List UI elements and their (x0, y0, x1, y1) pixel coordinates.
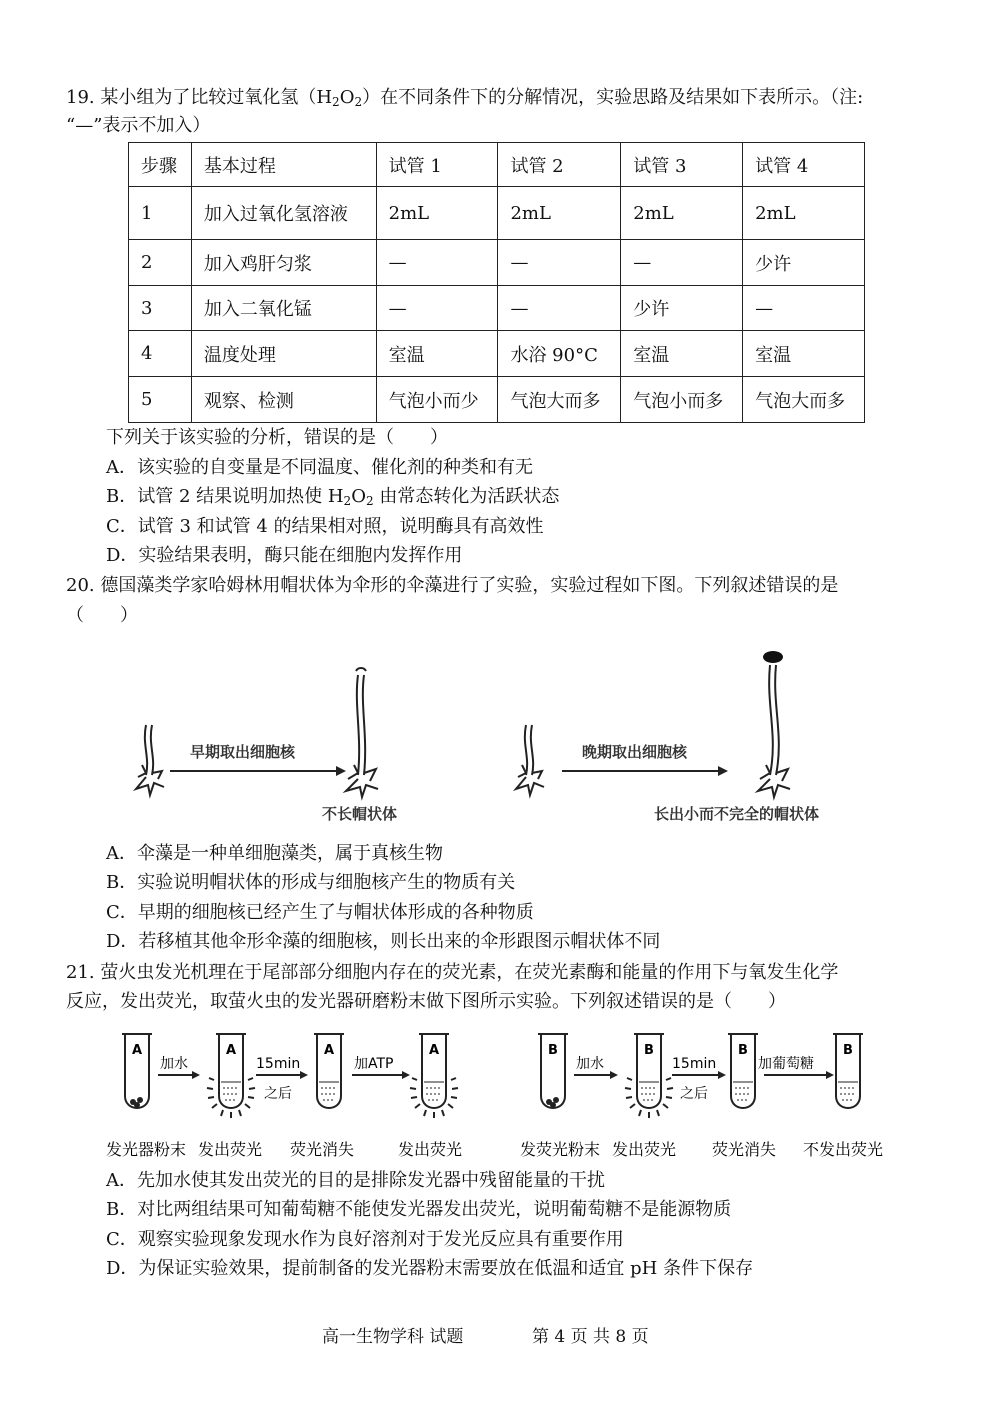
table-cell: 4 (129, 331, 192, 377)
firefly-figure (100, 1028, 900, 1163)
caption-b4: 不发出荧光 (803, 1140, 884, 1159)
experiment-table (128, 142, 865, 423)
table-row (129, 331, 865, 377)
caption-a1: 发光器粉末 (106, 1140, 187, 1159)
table-cell: 2mL (498, 187, 621, 240)
alga-stalk-short-left (136, 725, 164, 795)
tube-b-powder (538, 1034, 568, 1108)
alga-stalk-small-cap (758, 665, 790, 797)
footer-page-number: 第 4 页 共 8 页 (532, 1327, 649, 1347)
tube-a-faded (314, 1034, 344, 1108)
tube-a-glow (207, 1034, 255, 1118)
alga-stalk-no-cap (346, 668, 378, 797)
table-cell: 2mL (376, 187, 498, 240)
tube-b-faded (728, 1034, 758, 1108)
table-row (129, 286, 865, 331)
table-cell: 2mL (743, 187, 865, 240)
alga-stalk-short-right (516, 725, 544, 795)
table-cell: 气泡小而多 (621, 377, 743, 423)
tube-b-glow (625, 1034, 673, 1118)
table-header-cell: 试管 1 (376, 143, 498, 187)
svg-text:A: A (226, 1043, 237, 1058)
svg-text:B: B (843, 1043, 853, 1058)
caption-a3: 荧光消失 (290, 1140, 355, 1159)
table-cell: — (376, 286, 498, 331)
table-header-cell: 试管 2 (498, 143, 621, 187)
table-cell: 少许 (743, 240, 865, 286)
q21-option-d: D．为保证实验效果，提前制备的发光器粉末需要放在低温和适宜 pH 条件下保存 (106, 1258, 754, 1279)
arrow-label-after-a: 之后 (264, 1086, 292, 1102)
q21-option-b: B．对比两组结果可知葡萄糖不能使发光器发出荧光，说明葡萄糖不是能源物质 (106, 1199, 732, 1220)
q21-stem-line1: 21. 萤火虫发光机理在于尾部部分细胞内存在的荧光素，在荧光素酶和能量的作用下与氧发生化学 (66, 962, 839, 983)
table-cell: 气泡小而少 (376, 377, 498, 423)
caption-b3: 荧光消失 (712, 1140, 777, 1159)
table-cell: — (498, 286, 621, 331)
q19-stem-line2: “—”表示不加入） (66, 115, 211, 136)
table-cell: 加入二氧化锰 (191, 286, 376, 331)
tube-b-no-glow (833, 1034, 863, 1108)
table-cell: 室温 (743, 331, 865, 377)
caption-b2: 发出荧光 (612, 1140, 677, 1159)
q20-stem-line2: （ ） (66, 605, 138, 626)
table-cell: 加入过氧化氢溶液 (191, 187, 376, 240)
result-label-small-cap: 长出小而不完全的帽状体 (654, 805, 820, 823)
q20-stem-line1: 20. 德国藻类学家哈姆林用帽状体为伞形的伞藻进行了实验，实验过程如下图。下列叙述错误的是 (66, 575, 839, 596)
q19-option-c: C．试管 3 和试管 4 的结果相对照，说明酶具有高效性 (106, 516, 544, 537)
table-cell: 室温 (376, 331, 498, 377)
table-cell: 加入鸡肝匀浆 (191, 240, 376, 286)
tube-label-a: A (132, 1043, 143, 1058)
table-cell: — (743, 286, 865, 331)
result-label-no-cap: 不长帽状体 (322, 805, 398, 823)
q20-option-d: D．若移植其他伞形伞藻的细胞核，则长出来的伞形跟图示帽状体不同 (106, 931, 661, 952)
tube-a-glow-again (410, 1034, 458, 1118)
q20-option-b: B．实验说明帽状体的形成与细胞核产生的物质有关 (106, 872, 516, 893)
table-cell: 1 (129, 187, 192, 240)
arrow-label-time-b: 15min (672, 1056, 717, 1072)
tube-label-b: B (548, 1043, 558, 1058)
table-cell: 5 (129, 377, 192, 423)
arrow-late-removal (562, 766, 728, 776)
q21-stem-line2: 反应，发出荧光，取萤火虫的发光器研磨粉末做下图所示实验。下列叙述错误的是（ ） (66, 991, 786, 1012)
table-header-row (129, 143, 865, 187)
table-cell: 气泡大而多 (743, 377, 865, 423)
svg-text:B: B (738, 1043, 748, 1058)
tube-a-powder (122, 1034, 152, 1108)
table-header-cell: 步骤 (129, 143, 192, 187)
arrow-early-removal (170, 766, 346, 776)
small-cap-icon (763, 651, 783, 663)
q20-option-a: A．伞藻是一种单细胞藻类，属于真核生物 (106, 843, 443, 864)
svg-text:A: A (324, 1043, 335, 1058)
table-row (129, 240, 865, 286)
arrow-label-add-water-a: 加水 (160, 1056, 188, 1072)
table-cell: 少许 (621, 286, 743, 331)
table-cell: 水浴 90°C (498, 331, 621, 377)
arrow-label-time-a: 15min (256, 1056, 301, 1072)
q19-stem-line1: 19. 某小组为了比较过氧化氢$(H_2O_2)$在不同条件下的分解情况，实验思路及结果如下表所示。（注: (66, 87, 864, 109)
footer-subject: 高一生物学科 试题 (322, 1327, 464, 1347)
table-cell: 室温 (621, 331, 743, 377)
q20-option-c: C．早期的细胞核已经产生了与帽状体形成的各种物质 (106, 902, 534, 923)
acetabularia-figure (118, 645, 878, 835)
caption-b1: 发荧光粉末 (520, 1140, 601, 1159)
table-cell: — (621, 240, 743, 286)
table-row (129, 377, 865, 423)
table-cell: — (498, 240, 621, 286)
table-cell: 观察、检测 (191, 377, 376, 423)
table-row (129, 187, 865, 240)
svg-text:B: B (644, 1043, 654, 1058)
q21-option-a: A．先加水使其发出荧光的目的是排除发光器中残留能量的干扰 (106, 1170, 605, 1191)
q19-option-a: A．该实验的自变量是不同温度、催化剂的种类和有无 (106, 457, 533, 478)
caption-a2: 发出荧光 (198, 1140, 263, 1159)
q19-question: 下列关于该实验的分析，错误的是（ ） (106, 427, 448, 448)
arrow-label-after-b: 之后 (680, 1086, 708, 1102)
table-cell: 2mL (621, 187, 743, 240)
table-cell: — (376, 240, 498, 286)
q21-option-c: C．观察实验现象发现水作为良好溶剂对于发光反应具有重要作用 (106, 1229, 624, 1250)
caption-a4: 发出荧光 (398, 1140, 463, 1159)
q19-option-b: B．试管 2 结果说明加热使 $H_2O_2$ 由常态转化为活跃状态 (106, 486, 560, 508)
arrow-label-add-water-b: 加水 (576, 1056, 604, 1072)
svg-text:A: A (429, 1043, 440, 1058)
arrow-label-add-atp: 加ATP (354, 1056, 394, 1072)
table-cell: 3 (129, 286, 192, 331)
arrow-label-early: 早期取出细胞核 (190, 743, 296, 761)
table-cell: 温度处理 (191, 331, 376, 377)
arrow-label-late: 晚期取出细胞核 (582, 743, 688, 761)
arrow-label-add-glucose: 加葡萄糖 (758, 1056, 814, 1072)
table-header-cell: 基本过程 (191, 143, 376, 187)
table-header-cell: 试管 3 (621, 143, 743, 187)
q19-option-d: D．实验结果表明，酶只能在细胞内发挥作用 (106, 545, 463, 566)
table-header-cell: 试管 4 (743, 143, 865, 187)
table-cell: 气泡大而多 (498, 377, 621, 423)
table-cell: 2 (129, 240, 192, 286)
